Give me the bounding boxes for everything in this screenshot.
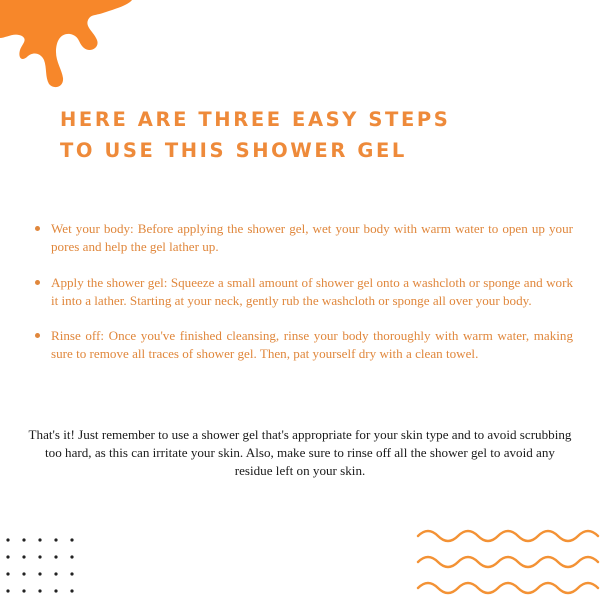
list-item-step-3 [33,327,573,364]
bullet-icon [35,226,40,231]
page-title-line-2: TO USE THIS SHOWER GEL [60,139,407,162]
steps-list [33,220,573,381]
dot-grid-decoration [0,533,90,603]
step-text: Rinse off: Once you've finished cleansing, rinse your body thoroughly with warm water, making sure to remove all traces of shower gel. Then, pat yourself dry with a clean towel. [51,328,573,362]
bullet-icon [35,280,40,285]
page-title [60,104,450,166]
page-title-line-1: HERE ARE THREE EASY STEPS [60,108,451,131]
step-text: Wet your body: Before applying the shower gel, wet your body with warm water to open up your pores and help the gel lather up. [51,221,573,255]
wave-lines-decoration [414,522,600,600]
orange-paint-splash-decoration [0,0,140,90]
list-item-step-2 [33,274,573,311]
step-text: Apply the shower gel: Squeeze a small amount of shower gel onto a washcloth or sponge and work it into a lather. Starting at your neck, gently rub the washcloth or sponge all over your body. [51,274,573,308]
list-item-step-1 [33,220,573,257]
closing-paragraph: That's it! Just remember to use a shower gel that's appropriate for your skin type and to avoid scrubbing too hard, as this can irritate your skin. Also, make sure to rinse off all the shower gel to avoid any residue left on your skin. [28,427,572,478]
bullet-icon [35,333,40,338]
